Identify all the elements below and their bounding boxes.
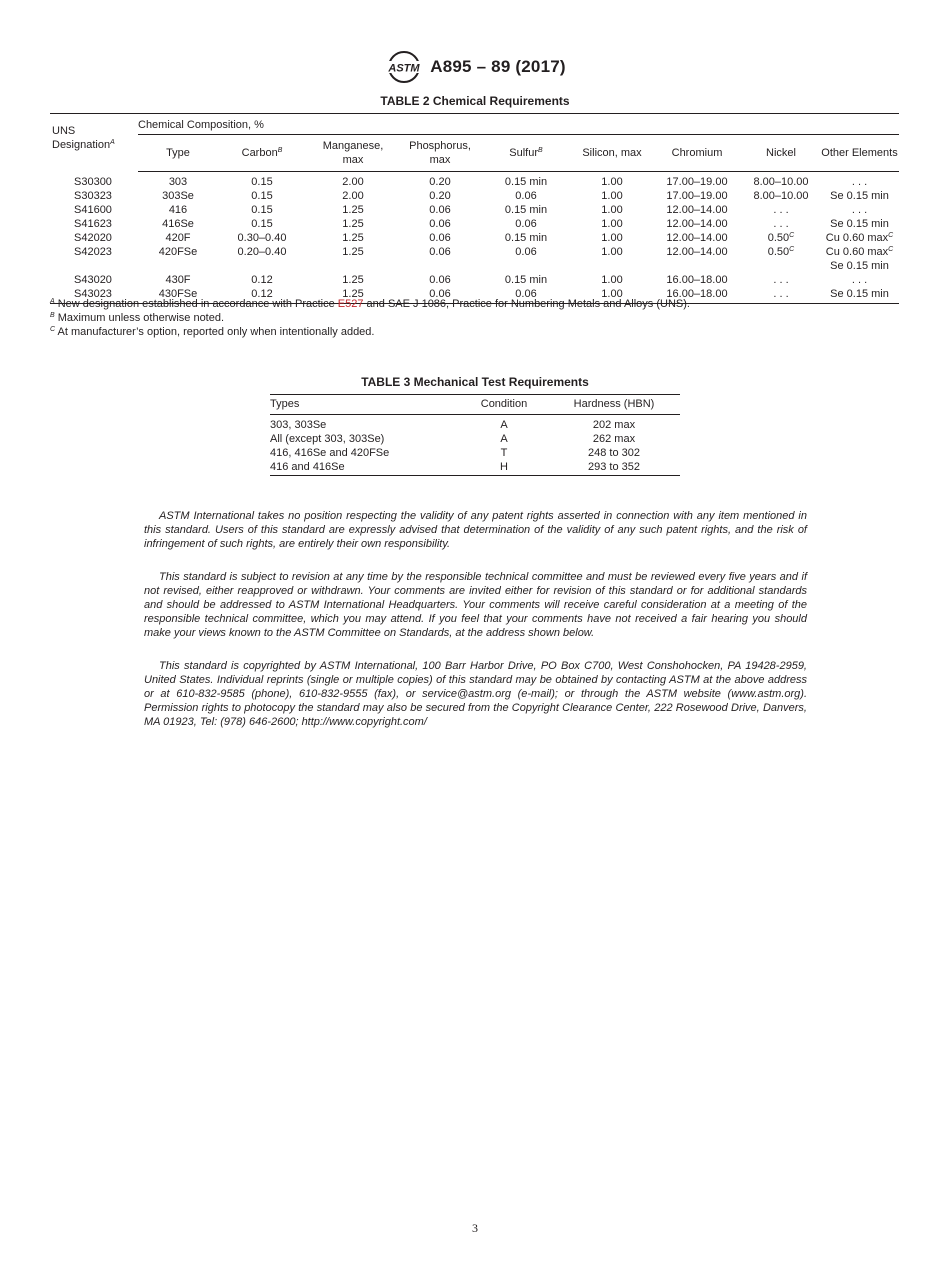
page-number: 3 xyxy=(472,1221,478,1235)
footnote-b: $^B$ Maximum unless otherwise noted. xyxy=(50,312,225,324)
table-row: 303, 303Se A 202 max xyxy=(270,419,636,431)
type-header: Type xyxy=(138,135,218,172)
table-row: S30300 303 0.15 2.00 0.20 0.15 min 1.00 17.00–19.00 8.00–10.00 . . . xyxy=(74,175,868,188)
table-row: S42023 420FSe 0.20–0.40 1.25 0.06 0.06 1.00 12.00–14.00 $0.50^C$ Cu 0.60 $\max^C$ Se 0.15 min xyxy=(74,246,894,272)
table2-title: TABLE 2 Chemical Requirements xyxy=(380,94,570,108)
types-header: Types xyxy=(270,395,460,415)
carbon-header: Carbon$^B$ xyxy=(218,135,306,172)
condition-header: Condition xyxy=(460,395,548,415)
table-row: All (except 303, 303Se) A 262 max xyxy=(270,433,636,445)
uns-designation-header: UNS Designation$^A$ xyxy=(52,125,115,151)
manganese-header: Manganese, max xyxy=(306,135,400,172)
chemical-requirements-table xyxy=(50,113,899,304)
table-row: S30323 303Se 0.15 2.00 0.20 0.06 1.00 17.00–19.00 8.00–10.00 Se 0.15 min xyxy=(74,190,889,202)
table-row: 416 and 416Se H 293 to 352 xyxy=(270,461,640,473)
table-row: S43023 430FSe 0.12 1.25 0.06 0.06 1.00 16.00–18.00 . . . Se 0.15 min xyxy=(74,288,889,300)
sulfur-header: Sulfur$^B$ xyxy=(480,135,572,172)
mechanical-test-table xyxy=(270,394,680,476)
table-row: S41600 416 0.15 1.25 0.06 0.15 min 1.00 12.00–14.00 . . . . . . xyxy=(74,204,868,216)
table-row: S41623 416Se 0.15 1.25 0.06 0.06 1.00 12.00–14.00 . . . Se 0.15 min xyxy=(74,218,889,230)
nickel-header: Nickel xyxy=(742,135,820,172)
page-header xyxy=(0,50,950,84)
footnote-a: $^A$ New designation established in accordance with Practice E527 and SAE J 1086, Practice for Numbering Metals and Alloys (UNS). xyxy=(50,298,690,310)
footnote-c: $^C$ At manufacturer’s option, reported only when intentionally added. xyxy=(50,326,375,338)
document-designation: A895 – 89 (2017) xyxy=(430,57,566,76)
silicon-header: Silicon, max xyxy=(572,135,652,172)
logo-text: ASTM xyxy=(388,62,420,75)
table3-title: TABLE 3 Mechanical Test Requirements xyxy=(361,375,589,389)
table-row: S42020 420F 0.30–0.40 1.25 0.06 0.15 min 1.00 12.00–14.00 $0.50^C$ Cu 0.60 $\max^C$ xyxy=(74,232,894,244)
table-row: S43020 430F 0.12 1.25 0.06 0.15 min 1.00 16.00–18.00 . . . . . . xyxy=(74,274,868,286)
other-elements-header: Other Elements xyxy=(820,135,899,172)
chemical-composition-header: Chemical Composition, % xyxy=(138,114,899,135)
copyright-notice: This standard is copyrighted by ASTM International, 100 Barr Harbor Drive, PO Box C700, West Conshohocken, PA 19428-2959, United States. Individual reprints (single or multiple copies) of this standard may be obtained by contacting ASTM at the above address or at 610-832-9585 (phone), 610-832-9555 (fax), or service@astm.org (e-mail); or through the ASTM website (www.astm.org). Permission rights to photocopy the standard may also be secured from the Copyright Clearance Center, 222 Rosewood Drive, Danvers, MA 01923, Tel: (978) 646-2600; http://www.copyright.com/ xyxy=(144,660,807,728)
hardness-header: Hardness (HBN) xyxy=(548,395,680,415)
table2-footnotes xyxy=(50,297,900,339)
revision-notice: This standard is subject to revision at any time by the responsible technical committee and must be reviewed every five years and if not revised, either reapproved or withdrawn. Your comments are invited either for revision of this standard or for additional standards and should be addressed to ASTM International Headquarters. Your comments will receive careful consideration at a meeting of the responsible technical committee, which you may attend. If you feel that your comments have not received a fair hearing you should make your views known to the ASTM Committee on Standards, at the address shown below. xyxy=(144,571,807,639)
chromium-header: Chromium xyxy=(652,135,742,172)
astm-logo xyxy=(384,50,424,84)
phosphorus-header: Phosphorus, max xyxy=(400,135,480,172)
patent-notice: ASTM International takes no position respecting the validity of any patent rights asserted in connection with any item mentioned in this standard. Users of this standard are expressly advised that determination of the validity of any such patent rights, and the risk of infringement of such rights, are entirely their own responsibility. xyxy=(144,510,807,550)
practice-e527-link[interactable]: E527 xyxy=(337,298,364,310)
table-row: 416, 416Se and 420FSe T 248 to 302 xyxy=(270,447,640,459)
